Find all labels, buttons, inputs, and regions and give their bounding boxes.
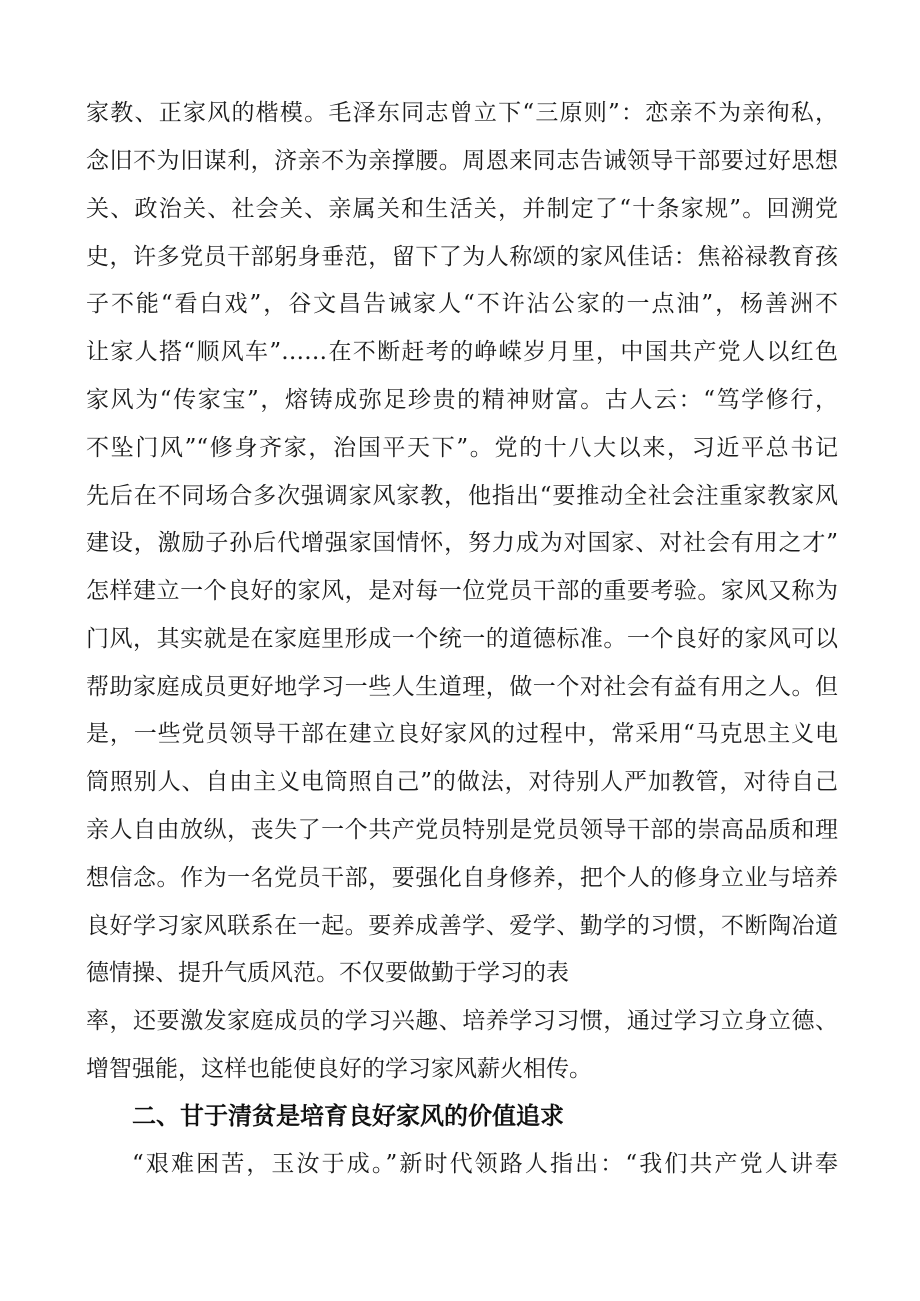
body-text-line: 怎样建立一个良好的家风，是对每一位党员干部的重要考验。家风又称为 <box>86 578 838 604</box>
body-text-line: 增智强能，这样也能使良好的学习家风薪火相传。 <box>86 1056 592 1082</box>
body-text-line: 帮助家庭成员更好地学习一些人生道理，做一个对社会有益有用之人。但 <box>86 674 838 700</box>
body-text-line: 德情操、提升气质风范。不仅要做勤于学习的表 <box>86 960 569 986</box>
body-text-line: 不坠门风”“修身齐家，治国平天下”。党的十八大以来，习近平总书记 <box>86 435 838 461</box>
body-text-line: 想信念。作为一名党员干部，要强化自身修养，把个人的修身立业与培养 <box>86 865 838 891</box>
body-text-line: 子不能“看白戏”，谷文昌告诫家人“不许沾公家的一点油”，杨善洲不 <box>86 291 838 317</box>
body-text-line: 先后在不同场合多次强调家风家教，他指出“要推动全社会注重家教家风 <box>86 483 838 509</box>
body-text-line: 关、政治关、社会关、亲属关和生活关，并制定了“十条家规”。回溯党 <box>86 196 838 222</box>
body-text-line: “艰难困苦，玉汝于成。”新时代领路人指出：“我们共产党人讲奉 <box>132 1151 838 1177</box>
body-text-line: 是，一些党员领导干部在建立良好家风的过程中，常采用“马克思主义电 <box>86 721 838 747</box>
body-text-line: 筒照别人、自由主义电筒照自己”的做法，对待别人严加教管，对待自己 <box>86 769 838 795</box>
body-text-line: 亲人自由放纵，丧失了一个共产党员特别是党员领导干部的崇高品质和理 <box>86 817 838 843</box>
body-text-line: 建设，激励子孙后代增强家国情怀，努力成为对国家、对社会有用之才” <box>86 530 838 556</box>
body-text-line: 念旧不为旧谋利，济亲不为亲撑腰。周恩来同志告诫领导干部要过好思想 <box>86 148 838 174</box>
body-text-line: 率，还要激发家庭成员的学习兴趣、培养学习习惯，通过学习立身立德、 <box>86 1008 838 1034</box>
body-text-line: 家教、正家风的楷模。毛泽东同志曾立下“三原则”：恋亲不为亲徇私， <box>86 100 838 126</box>
body-text-line: 让家人搭“顺风车”……在不断赶考的峥嵘岁月里，中国共产党人以红色 <box>86 339 838 365</box>
body-text-line: 门风，其实就是在家庭里形成一个统一的道德标准。一个良好的家风可以 <box>86 626 838 652</box>
body-text-line: 家风为“传家宝”，熔铸成弥足珍贵的精神财富。古人云：“笃学修行， <box>86 387 838 413</box>
body-text-line: 良好学习家风联系在一起。要养成善学、爱学、勤学的习惯，不断陶冶道 <box>86 913 838 939</box>
section-heading: 二、甘于清贫是培育良好家风的价值追求 <box>132 1102 564 1130</box>
body-text-line: 史，许多党员干部躬身垂范，留下了为人称颂的家风佳话：焦裕禄教育孩 <box>86 244 838 270</box>
